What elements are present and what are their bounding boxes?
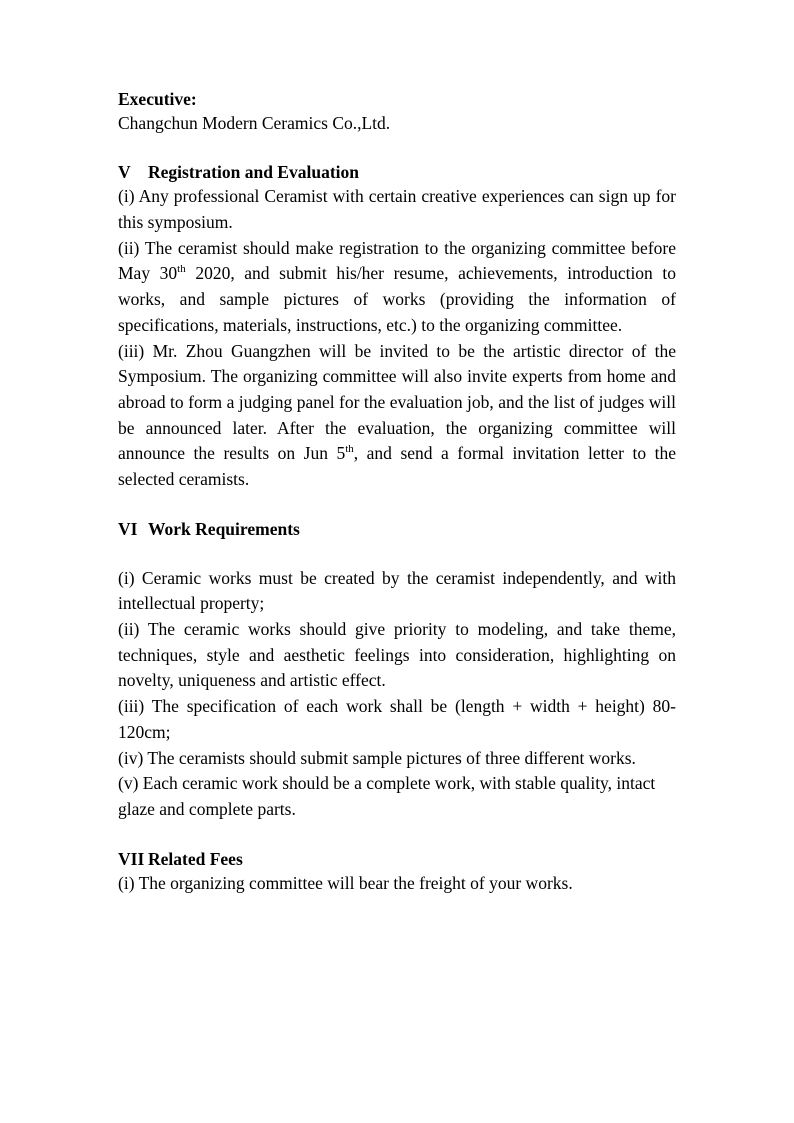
- section-vii-heading: [118, 848, 676, 871]
- section-v-item-ii-sup: th: [177, 263, 186, 276]
- section-vi-item-iv: (iv) The ceramists should submit sample pictures of three different works.: [118, 747, 636, 768]
- section-spacer: [118, 493, 676, 518]
- section-v-item-i: (i) Any professional Ceramist with certain creative experiences can sign up for this symposium.: [118, 186, 676, 232]
- section-vi-item-iii: (iii) The specification of each work shall be (length + width + height) 80-120cm;: [118, 696, 676, 742]
- section-v-title: Registration and Evaluation: [148, 162, 359, 183]
- section-v-heading: [118, 161, 676, 184]
- section-vii-number: VII: [118, 848, 145, 869]
- section-vi-title: Work Requirements: [148, 518, 300, 539]
- section-v-item-ii: [118, 236, 676, 339]
- section-v-item-iii-sup: th: [345, 443, 354, 456]
- section-vi-item-v: (v) Each ceramic work should be a complete work, with stable quality, intact glaze and complete parts.: [118, 773, 656, 820]
- executive-heading: Executive:: [118, 89, 197, 109]
- section-v-item-iii: [118, 339, 676, 493]
- section-vi-item-ii: (ii) The ceramic works should give priority to modeling, and take theme, techniques, style and aesthetic feelings into consideration, highlighting on novelty, uniqueness and artistic effect.: [118, 619, 676, 691]
- section-vii-item-i: (i) The organizing committee will bear the freight of your works.: [118, 872, 573, 893]
- section-vi-item-i: (i) Ceramic works must be created by the ceramist independently, and with intellectual property;: [118, 567, 676, 614]
- section-spacer: [118, 136, 676, 161]
- section-vi-heading: [118, 518, 676, 541]
- section-v-item-ii-pre: (ii) The ceramist should make registration to the organizing committee before May 30: [118, 237, 676, 284]
- section-v-item-iii-post: , and send a formal invitation letter to the selected ceramists.: [118, 443, 676, 490]
- document-body: [118, 88, 676, 896]
- section-vii-title: Related Fees: [148, 848, 243, 869]
- section-v-item-ii-post: 2020, and submit his/her resume, achievements, introduction to works, and sample pictures of works (providing the information of specifications, materials, instructions, etc.) to the organizing committee.: [118, 263, 677, 335]
- executive-company: Changchun Modern Ceramics Co.,Ltd.: [118, 112, 391, 133]
- section-v-item-iii-pre: (iii) Mr. Zhou Guangzhen will be invited to be the artistic director of the Symposium. The organizing committee will also invite experts from home and abroad to form a judging panel for the evaluation job, and the list of judges will be announced later. After the evaluation, the organizing committee will announce the results on Jun 5: [118, 340, 676, 464]
- section-spacer: [118, 823, 676, 848]
- section-v-number: V: [118, 162, 131, 183]
- section-spacer: [118, 541, 676, 566]
- section-vi-number: VI: [118, 518, 138, 539]
